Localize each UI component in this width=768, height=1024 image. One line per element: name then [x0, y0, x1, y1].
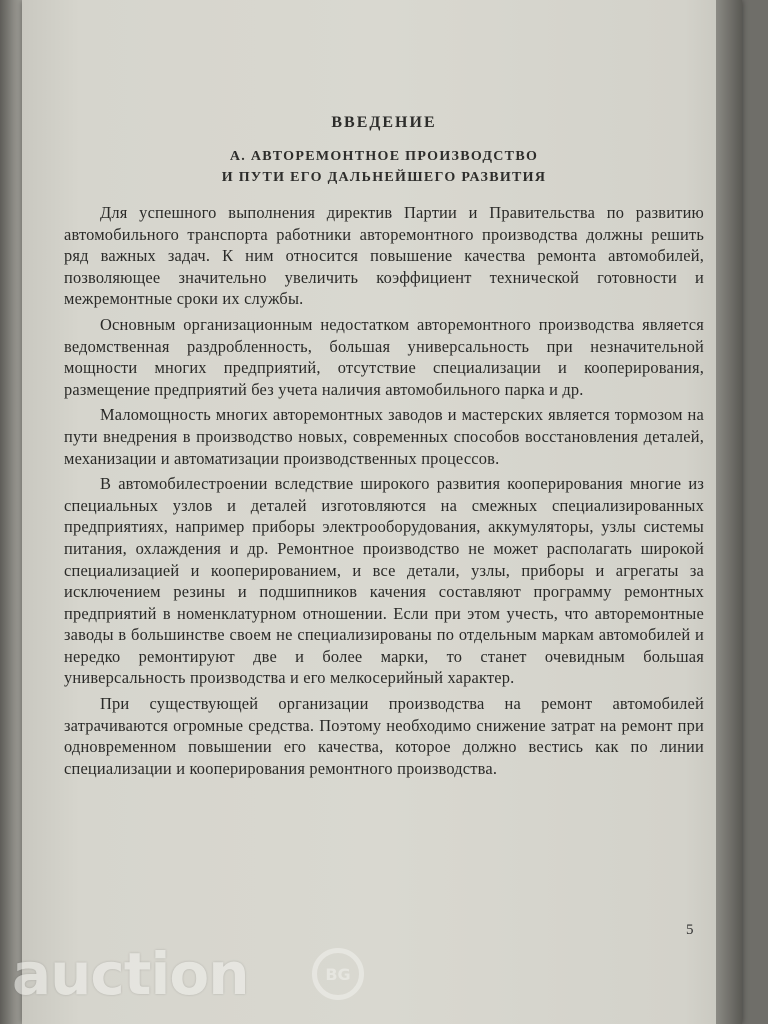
section-heading: [64, 146, 704, 188]
paragraph: В автомобилестроении вследствие широкого развития кооперирования многие из специальных узлов и деталей изготовляются на смежных специализированных предприятиях, например приборы электрооборудования, аккумуляторы, узлы системы питания, охлаждения и др. Ремонтное производство не может располагать широкой специализацией и кооперированием, и все детали, узлы, приборы и агрегаты за исключением резины и подшипников качения составляют программу ремонтных предприятий в номенклатурном отношении. Если при этом учесть, что авторемонтные заводы в большинстве своем не специализированы по отдельным маркам автомобилей и нередко ремонтируют две и более марки, то станет очевидным большая универсальность производства и его мелкосерийный характер.: [64, 474, 704, 688]
paragraph: Для успешного выполнения директив Партии и Правительства по развитию автомобильного транспорта работники авторемонтного производства должны решить ряд важных задач. К ним относится повышение качества ремонта автомобилей, позволяющее значительно увеличить коэффициент технической готовности и межремонтные сроки их службы.: [64, 203, 704, 309]
page-edge: [716, 0, 742, 1024]
section-heading-line-2: И ПУТИ ЕГО ДАЛЬНЕЙШЕГО РАЗВИТИЯ: [221, 170, 547, 185]
book-gutter: [0, 0, 22, 1024]
paragraph: Маломощность многих авторемонтных заводов и мастерских является тормозом на пути внедрения в производство новых, современных способов восстановления деталей, механизации и автоматизации производственных процессов.: [64, 405, 704, 468]
paragraph: При существующей организации производства на ремонт автомобилей затрачиваются огромные средства. Поэтому необходимо снижение затрат на ремонт при одновременном повышении его качества, которое должно вестись как по линии специализации и кооперирования ремонтного производства.: [64, 694, 704, 778]
page-number: 5: [686, 922, 694, 938]
book-page: [22, 0, 742, 1024]
paragraph: Основным организационным недостатком авторемонтного производства является ведомственная раздробленность, большая универсальность при незначительной мощности многих предприятий, отсутствие специализации и кооперирования, размещение предприятий без учета наличия автомобильного парка и др.: [64, 314, 704, 399]
page-content: [64, 100, 704, 783]
body-text: [64, 202, 704, 779]
watermark-text: auction: [12, 940, 249, 1008]
watermark-badge: BG: [312, 948, 364, 1000]
chapter-heading: ВВЕДЕНИЕ: [331, 114, 437, 131]
auction-watermark: [12, 940, 372, 1020]
section-heading-line-1: А. АВТОРЕМОНТНОЕ ПРОИЗВОДСТВО: [229, 149, 539, 164]
